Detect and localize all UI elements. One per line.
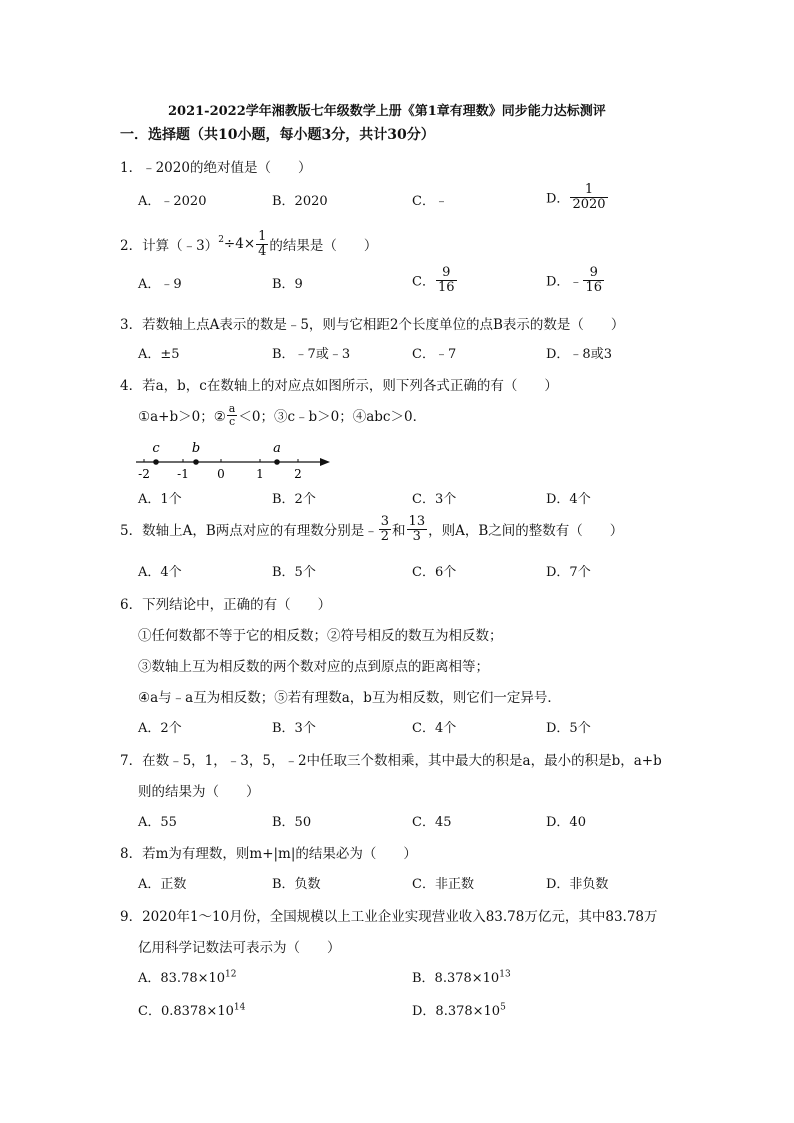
q2-stem-fraction	[256, 230, 268, 258]
question-4-stem: 4．若a，b，c在数轴上的对应点如图所示，则下列各式正确的有（ ）	[120, 378, 558, 394]
q6-statement-line-1: ①任何数都不等于它的相反数；②符号相反的数互为相反数；	[138, 628, 503, 644]
question-9-stem-line-2: 亿用科学记数法可表示为（ ）	[138, 940, 341, 956]
q2-stem-numerator: 1	[258, 229, 267, 244]
q6-option-d: D．5个	[546, 721, 591, 736]
q5-denominator-2: 3	[412, 528, 421, 544]
q3-option-a: A．±5	[138, 347, 180, 362]
label-b: b	[191, 441, 201, 456]
q7-option-b: B．50	[272, 815, 312, 830]
q5-stem-part-c: ，则A，B之间的整数有（ ）	[428, 523, 624, 540]
tick-label: 1	[256, 467, 264, 481]
tick-label: -1	[177, 467, 189, 481]
q2-d-denominator: 16	[585, 279, 602, 295]
q2-option-b: B．9	[272, 277, 303, 292]
q6-statement-line-2: ③数轴上互为相反数的两个数对应的点到原点的距离相等；	[138, 659, 489, 675]
q3-option-d: D．﹣8或3	[546, 347, 612, 362]
question-7-stem-line-1: 7．在数﹣5，1，﹣3，5，﹣2中任取三个数相乘，其中最大的积是a，最小的积是b，a+b	[120, 753, 662, 769]
point-a	[274, 459, 280, 465]
q1-option-d-fraction	[570, 183, 607, 211]
point-c	[153, 459, 159, 465]
label-c: c	[152, 441, 160, 456]
q5-numerator-2: 13	[408, 514, 426, 529]
q8-option-a: A．正数	[138, 877, 187, 892]
q2-c-denominator: 16	[437, 279, 455, 295]
q2-stem-denominator: 4	[258, 243, 267, 259]
q4-cond-part-2: ＜0；③c﹣b＞0；④abc＞0．	[238, 409, 427, 426]
q9-c-base: C．0.8378×10	[138, 1004, 234, 1019]
question-1-stem: 1．﹣2020的绝对值是（ ）	[120, 160, 312, 176]
q4-option-a: A．1个	[138, 492, 182, 507]
q5-stem-part-b: 和	[392, 523, 406, 540]
q2-stem-part-c: 的结果是（ ）	[269, 238, 378, 255]
q8-option-b: B．负数	[272, 877, 321, 892]
point-b	[193, 459, 199, 465]
question-4-conditions	[138, 403, 426, 427]
q3-option-b: B．﹣7或﹣3	[272, 347, 351, 362]
question-5-stem	[120, 515, 623, 543]
q5-option-a: A．4个	[138, 565, 182, 580]
q2-option-c	[412, 266, 458, 294]
q5-fraction-2	[407, 515, 428, 543]
question-3-stem: 3．若数轴上点A表示的数是﹣5，则与它相距2个长度单位的点B表示的数是（ ）	[120, 317, 625, 333]
q4-cond-numerator: a	[228, 402, 236, 415]
q8-option-c: C．非正数	[412, 877, 474, 892]
q2-d-numerator: 9	[583, 266, 604, 281]
q2-option-c-prefix: C．	[412, 274, 435, 290]
q4-cond-part-1: ①a+b＞0；②	[138, 409, 226, 426]
q9-a-base: A．83.78×10	[138, 971, 226, 986]
q1-d-denominator: 2020	[572, 196, 606, 212]
q9-d-base: D．8.378×10	[412, 1004, 501, 1019]
q7-option-d: D．40	[546, 815, 586, 830]
q2-option-d-fraction	[583, 266, 604, 294]
q9-b-exponent: 13	[499, 969, 511, 980]
question-9-stem-line-1: 9．2020年1～10月份，全国规模以上工业企业实现营业收入83.78万亿元，其中83.78万	[120, 909, 658, 925]
q9-option-c	[138, 1000, 245, 1019]
q5-numerator-1: 3	[380, 514, 390, 529]
q5-stem-part-a: 5．数轴上A，B两点对应的有理数分别是﹣	[120, 523, 378, 540]
q5-denominator-1: 2	[380, 528, 390, 544]
q6-statement-line-3: ④a与﹣a互为相反数；⑤若有理数a，b互为相反数，则它们一定异号．	[138, 690, 561, 706]
q2-option-c-fraction	[436, 266, 457, 294]
q1-option-a: A．﹣2020	[138, 194, 207, 209]
q1-option-d	[546, 183, 609, 211]
q9-option-d	[412, 1000, 506, 1019]
number-line-figure	[132, 438, 336, 484]
question-6-stem: 6．下列结论中，正确的有（ ）	[120, 597, 332, 613]
tick-label: 0	[217, 467, 225, 481]
q2-option-a: A．﹣9	[138, 277, 182, 292]
q9-d-exponent: 5	[500, 1002, 506, 1013]
q2-stem-part-b: ÷4×	[223, 236, 256, 253]
page-title: 2021-2022学年湘教版七年级数学上册《第1章有理数》同步能力达标测评	[168, 104, 606, 119]
q6-option-c: C．4个	[412, 721, 457, 736]
label-a: a	[273, 441, 281, 456]
q2-option-d-prefix: D．﹣	[546, 274, 583, 290]
q1-option-b: B．2020	[272, 194, 328, 209]
q9-b-base: B．8.378×10	[412, 971, 500, 986]
q4-cond-denominator: c	[228, 414, 236, 428]
question-7-stem-line-2: 则的结果为（ ）	[138, 784, 260, 800]
q8-option-d: D．非负数	[546, 877, 609, 892]
q9-c-exponent: 14	[233, 1002, 246, 1013]
q9-option-a	[138, 967, 237, 986]
q7-option-c: C．45	[412, 815, 452, 830]
q2-c-numerator: 9	[436, 266, 457, 281]
question-2-stem	[120, 230, 377, 258]
q2-option-d	[546, 266, 605, 294]
section-heading: 一．选择题（共10小题，每小题3分，共计30分）	[120, 127, 435, 143]
q5-option-d: D．7个	[546, 565, 591, 580]
q1-option-d-prefix: D．	[546, 191, 570, 207]
tick-label: -2	[138, 467, 150, 481]
number-line-arrow	[320, 458, 330, 466]
q4-cond-fraction	[227, 403, 238, 427]
q1-d-numerator: 1	[570, 183, 607, 198]
q2-exponent: 2	[218, 235, 224, 246]
q9-option-b	[412, 967, 511, 986]
q4-option-c: C．3个	[412, 492, 457, 507]
q4-option-b: B．2个	[272, 492, 316, 507]
question-8-stem: 8．若m为有理数，则m+|m|的结果必为（ ）	[120, 846, 417, 862]
q7-option-a: A．55	[138, 815, 177, 830]
q6-option-a: A．2个	[138, 721, 182, 736]
q2-stem-part-a: 2．计算（﹣3）	[120, 238, 219, 255]
q3-option-c: C．﹣7	[412, 347, 457, 362]
q5-option-c: C．6个	[412, 565, 457, 580]
q6-option-b: B．3个	[272, 721, 316, 736]
q5-fraction-1	[379, 515, 391, 543]
q4-option-d: D．4个	[546, 492, 591, 507]
tick-label: 2	[294, 467, 302, 481]
q5-option-b: B．5个	[272, 565, 316, 580]
q1-option-c: C．﹣	[412, 194, 448, 209]
q9-a-exponent: 12	[225, 969, 237, 980]
